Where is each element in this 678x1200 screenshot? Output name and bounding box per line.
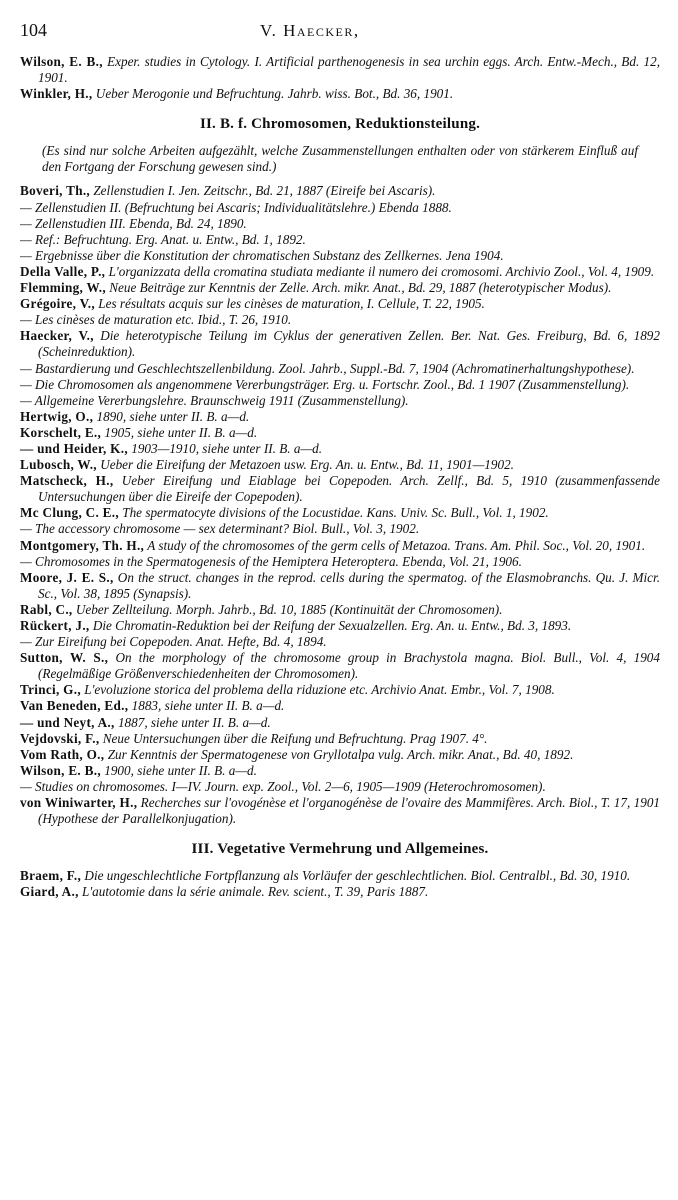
reference-entry [20, 457, 660, 473]
reference-list-vegetative [20, 868, 660, 900]
reference-author: — und Heider, K., [20, 440, 128, 456]
reference-author: Vejdovski, F., [20, 730, 100, 746]
reference-author: von Winiwarter, H., [20, 795, 138, 811]
reference-entry [20, 232, 660, 248]
reference-entry [20, 763, 660, 779]
reference-author: Lubosch, W., [20, 457, 97, 473]
reference-author: Moore, J. E. S., [20, 569, 114, 585]
reference-entry [20, 216, 660, 232]
reference-text: — Chromosomes in the Spermatogenesis of the Hemiptera Heteroptera. Ebenda, Vol. 21, 1906. [20, 553, 522, 569]
reference-author: Trinci, G., [20, 682, 81, 698]
reference-author: Della Valle, P., [20, 263, 106, 279]
reference-author: Van Beneden, Ed., [20, 698, 129, 714]
running-head: V. Haecker, [260, 21, 360, 40]
reference-entry [20, 54, 660, 86]
reference-entry [20, 409, 660, 425]
reference-entry [20, 618, 660, 634]
reference-author: Wilson, E. B., [20, 762, 101, 778]
reference-author: Braem, F., [20, 868, 82, 884]
reference-entry [20, 868, 660, 884]
reference-author: Winkler, H., [20, 86, 93, 102]
page-number: 104 [20, 20, 47, 40]
page-header [20, 20, 660, 54]
reference-author: Hertwig, O., [20, 408, 94, 424]
reference-text: — Ref.: Befruchtung. Erg. Anat. u. Entw., Bd. 1, 1892. [20, 231, 306, 247]
reference-text: L'autotomie dans la série animale. Rev. scient., T. 39, Paris 1887. [81, 884, 429, 900]
reference-text: — Zellenstudien II. (Befruchtung bei Ascaris; Individualitätslehre.) Ebenda 1888. [20, 199, 452, 215]
reference-text: L'organizzata della cromatina studiata mediante il numero dei cromosomi. Archivio Zool., Vol. 4, 1909. [108, 263, 655, 279]
reference-text: Recherches sur l'ovogénèse et l'organogénèse de l'ovaire des Mammifères. Arch. Biol., T. 17, 1901 (Hypothese der Parallelkonjugation). [38, 795, 661, 827]
reference-entry [20, 570, 660, 602]
reference-author: Montgomery, Th. H., [20, 537, 145, 553]
reference-text: L'evoluzione storica del problema della riduzione etc. Archivio Anat. Embr., Vol. 7, 1908. [84, 682, 555, 698]
reference-entry [20, 328, 660, 360]
reference-text: Neue Untersuchungen über die Reifung und Befruchtung. Prag 1907. 4°. [102, 730, 488, 746]
reference-text: — Allgemeine Vererbungslehre. Braunschweig 1911 (Zusammenstellung). [20, 392, 409, 408]
reference-author: Korschelt, E., [20, 424, 102, 440]
reference-text: 1890, siehe unter II. B. a—d. [96, 408, 250, 424]
reference-list-top [20, 54, 660, 102]
reference-author: — und Neyt, A., [20, 714, 115, 730]
reference-text: Ueber Zellteilung. Morph. Jahrb., Bd. 10, 1885 (Kontinuität der Chromosomen). [75, 601, 503, 617]
reference-entry [20, 538, 660, 554]
reference-text: — Zur Eireifung bei Copepoden. Anat. Hefte, Bd. 4, 1894. [20, 634, 327, 650]
reference-author: Rückert, J., [20, 618, 90, 633]
reference-text: Die Chromatin-Reduktion bei der Reifung der Sexualzellen. Erg. An. u. Entw., Bd. 3, 1893. [92, 618, 572, 633]
reference-entry [20, 884, 660, 900]
reference-entry [20, 264, 660, 280]
reference-text: Zellenstudien I. Jen. Zeitschr., Bd. 21, 1887 (Eireife bei Ascaris). [93, 183, 436, 199]
reference-text: Ueber Eireifung und Eiablage bei Copepoden. Arch. Zellf., Bd. 5, 1910 (zusammenfassende Untersuchungen über die Eireife der Copepoden). [38, 473, 660, 505]
reference-entry [20, 441, 660, 457]
reference-text: Die heterotypische Teilung im Cyklus der generativen Zellen. Ber. Nat. Ges. Freiburg, Bd. 6, 1892 (Scheinreduktion). [38, 328, 660, 360]
reference-text: Ueber Merogonie und Befruchtung. Jahrb. wiss. Bot., Bd. 36, 1901. [95, 86, 454, 102]
reference-author: Flemming, W., [20, 280, 106, 296]
reference-text: On the morphology of the chromosome group in Brachystola magna. Biol. Bull., Vol. 4, 1904 (Regelmäßige Größenverschiedenheiten der Chromosomen). [38, 650, 660, 682]
reference-entry [20, 779, 660, 795]
section-note: (Es sind nur solche Arbeiten aufgezählt, welche Zusammenstellungen enthalten oder von stärkerem Einfluß auf den Fortgang der Forschung gewesen sind.) [42, 143, 638, 175]
reference-entry [20, 425, 660, 441]
reference-text: — Bastardierung und Geschlechtszellenbildung. Zool. Jahrb., Suppl.-Bd. 7, 1904 (Achromatinerhaltungshypothese). [20, 360, 635, 376]
reference-entry [20, 393, 660, 409]
reference-text: 1883, siehe unter II. B. a—d. [131, 698, 285, 714]
reference-text: 1905, siehe unter II. B. a—d. [104, 424, 258, 440]
reference-entry [20, 200, 660, 216]
reference-entry [20, 377, 660, 393]
section-title-chromosomen: II. B. f. Chromosomen, Reduktionsteilung. [199, 116, 481, 133]
reference-author: Boveri, Th., [20, 183, 91, 199]
reference-entry [20, 521, 660, 537]
reference-text: 1900, siehe unter II. B. a—d. [104, 762, 257, 778]
reference-text: Ueber die Eireifung der Metazoen usw. Erg. An. u. Entw., Bd. 11, 1901—1902. [100, 457, 514, 473]
reference-text: Zur Kenntnis der Spermatogenese von Gryllotalpa vulg. Arch. mikr. Anat., Bd. 40, 1892. [107, 746, 574, 762]
reference-entry [20, 795, 660, 827]
reference-entry [20, 505, 660, 521]
reference-entry [20, 682, 660, 698]
reference-author: Sutton, W. S., [20, 650, 109, 666]
reference-author: Haecker, V., [20, 328, 94, 344]
reference-entry [20, 296, 660, 312]
reference-author: Grégoire, V., [20, 296, 95, 312]
reference-entry [20, 731, 660, 747]
reference-text: — Zellenstudien III. Ebenda, Bd. 24, 1890. [20, 215, 247, 231]
reference-author: Wilson, E. B., [20, 54, 103, 69]
reference-author: Matscheck, H., [20, 473, 114, 489]
reference-list-chromosomen [20, 183, 660, 827]
reference-text: The spermatocyte divisions of the Locustidae. Kans. Univ. Sc. Bull., Vol. 1, 1902. [122, 505, 549, 521]
reference-entry [20, 698, 660, 714]
reference-entry [20, 183, 660, 199]
reference-entry [20, 361, 660, 377]
reference-text: — Die Chromosomen als angenommene Vererbungsträger. Erg. u. Fortschr. Zool., Bd. 1 1907 (Zusammenstellung). [20, 376, 630, 392]
reference-author: Mc Clung, C. E., [20, 505, 119, 521]
reference-entry [20, 554, 660, 570]
reference-text: Les résultats acquis sur les cinèses de maturation, I. Cellule, T. 22, 1905. [98, 296, 485, 312]
reference-text: 1903—1910, siehe unter II. B. a—d. [131, 440, 323, 456]
reference-entry [20, 312, 660, 328]
reference-entry [20, 280, 660, 296]
reference-text: — Ergebnisse über die Konstitution der chromatischen Substanz des Zellkernes. Jena 1904. [20, 247, 504, 263]
reference-entry [20, 248, 660, 264]
reference-text: Exper. studies in Cytology. I. Artificial parthenogenesis in sea urchin eggs. Arch. Entw.-Mech., Bd. 12, 1901. [38, 54, 660, 86]
reference-entry [20, 715, 660, 731]
reference-text: A study of the chromosomes of the germ cells of Metazoa. Trans. Am. Phil. Soc., Vol. 20, 1901. [147, 537, 646, 553]
reference-text: On the struct. changes in the reprod. cells during the spermatog. of the Elasmobranchs. Qu. J. Micr. Sc., Vol. 38, 1895 (Synapsis). [38, 569, 660, 601]
reference-entry [20, 747, 660, 763]
reference-text: Neue Beiträge zur Kenntnis der Zelle. Arch. mikr. Anat., Bd. 29, 1887 (heterotypischer Modus). [109, 280, 612, 296]
reference-text: — The accessory chromosome — sex determinant? Biol. Bull., Vol. 3, 1902. [20, 521, 420, 537]
reference-author: Vom Rath, O., [20, 746, 105, 762]
reference-entry [20, 650, 660, 682]
reference-entry [20, 473, 660, 505]
reference-text: 1887, siehe unter II. B. a—d. [117, 714, 271, 730]
reference-author: Rabl, C., [20, 601, 73, 617]
reference-entry [20, 86, 660, 102]
section-title-vegetative: III. Vegetative Vermehrung und Allgemeines. [191, 841, 489, 858]
reference-entry [20, 634, 660, 650]
reference-entry [20, 602, 660, 618]
reference-text: Die ungeschlechtliche Fortpflanzung als Vorläufer der geschlechtlichen. Biol. Centralbl., Bd. 30, 1910. [84, 868, 631, 884]
reference-author: Giard, A., [20, 884, 79, 900]
reference-text: — Studies on chromosomes. I—IV. Journ. exp. Zool., Vol. 2—6, 1905—1909 (Heterochromosomen). [20, 778, 546, 794]
reference-text: — Les cinèses de maturation etc. Ibid., T. 26, 1910. [20, 312, 292, 328]
